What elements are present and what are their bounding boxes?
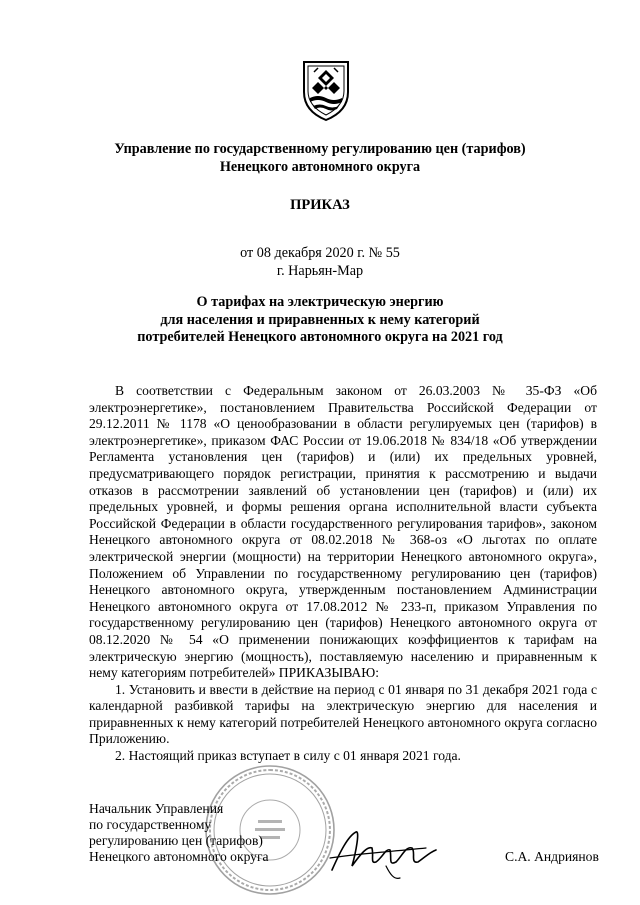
handwritten-signature [326,822,442,884]
organization-name [0,140,640,176]
document-date-block [0,244,640,280]
order-item: 1. Установить и ввести в действие на период с 01 января по 31 декабря 2021 года с календарной разбивкой тарифы на электрическую энергию для населения и приравненных к нему категорий потребителей Ненецкого автономного округа согласно Приложению. [89,681,597,747]
document-city: г. Нарьян-Мар [276,263,364,279]
subject-line: О тарифах на электрическую энергию [196,294,444,310]
signer-title-line: регулированию цен (тарифов) [89,833,263,848]
signer-title-line: по государственному [89,817,212,832]
document-type: ПРИКАЗ [290,197,350,213]
organization-line: Управление по государственному регулированию цен (тарифов) [114,141,526,157]
preamble-paragraph: В соответствии с Федеральным законом от 26.03.2003 № 35-ФЗ «Об электроэнергетике», постановлением Правительства Российской Федерации от 29.12.2011 № 1178 «О ценообразовании в области регулируемых цен (тарифов) в электроэнергетике», приказом ФАС России от 19.06.2018 № 834/18 «Об утверждении Регламента установления цен (тарифов) и (или) их предельных уровней, предусматривающего порядок регистрации, принятия к рассмотрению и выдачи отказов в рассмотрении заявлений об установлении цен (тарифов) и (или) их предельных уровней, и формы решения органа исполнительной власти субъекта Российской Федерации в области государственного регулирования тарифов», законом Ненецкого автономного округа от 08.02.2018 № 368-оз «О льготах по оплате электрической энергии (мощности) на территории Ненецкого автономного округа», Положением об Управлении по государственному регулированию цен (тарифов) Ненецкого автономного округа, утвержденным постановлением Администрации Ненецкого автономного округа от 17.08.2012 № 233-п, приказом Управления по государственному регулированию цен (тарифов) Ненецкого автономного округа от 08.12.2020 № 54 «О применении понижающих коэффициентов к тарифам на электрическую энергию (мощность), поставляемую населению и приравненным к нему категориям потребителей» ПРИКАЗЫВАЮ: [89,383,597,681]
signer-title-line: Начальник Управления [89,801,224,816]
signer-title-line: Ненецкого автономного округа [89,849,269,864]
signer-name: С.А. Андриянов [505,849,599,864]
order-items [89,682,597,765]
organization-line: Ненецкого автономного округа [219,159,421,175]
signer-title [89,801,349,865]
order-item: 2. Настоящий приказ вступает в силу с 01 января 2021 года. [115,748,461,764]
document-date-number: от 08 декабря 2020 г. № 55 [240,245,400,261]
subject-line: потребителей Ненецкого автономного округа на 2021 год [137,329,503,345]
document-body [89,383,597,765]
subject-line: для населения и приравненных к нему категорий [160,311,480,328]
document-subject [0,294,640,347]
coat-of-arms-emblem [300,58,352,122]
